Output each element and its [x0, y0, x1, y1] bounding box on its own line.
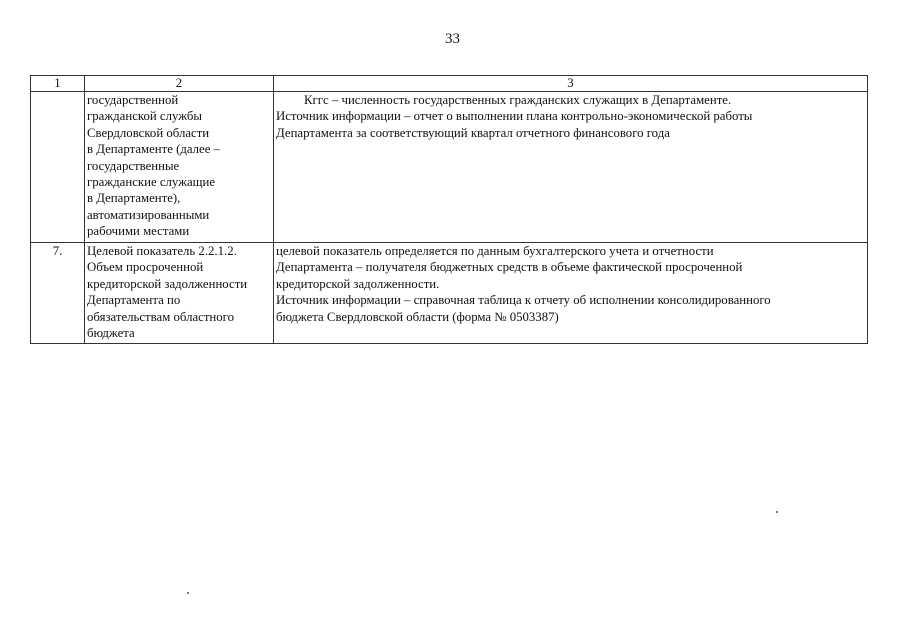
cell-text-line: Объем просроченной — [87, 260, 204, 275]
cell-text-line: кредиторской задолженности — [87, 276, 248, 291]
scan-speck — [776, 511, 778, 513]
cell-text-line: Источник информации – справочная таблица к отчету об исполнении консолидированного — [276, 293, 771, 308]
cell-text-line: бюджета — [87, 326, 135, 341]
cell-text-line: Целевой показатель 2.2.1.2. — [87, 244, 237, 258]
column-header-3: 3 — [274, 76, 868, 92]
cell-text-line: бюджета Свердловской области (форма № 0503387) — [276, 309, 559, 324]
cell-text-line: государственной — [87, 93, 179, 107]
cell-text-line: Департамента – получателя бюджетных средств в объеме фактической просроченной — [276, 260, 743, 275]
column-header-1: 1 — [31, 76, 85, 92]
row-number-cell: 7. — [31, 243, 85, 344]
cell-text-line: гражданской службы — [87, 109, 202, 124]
indicator-name-cell — [85, 92, 274, 243]
methodology-cell — [274, 92, 868, 243]
cell-text-line: в Департаменте (далее – — [87, 142, 220, 157]
scan-speck — [187, 592, 189, 594]
cell-text-line: Свердловской области — [87, 125, 210, 140]
table-row — [31, 92, 868, 243]
cell-text-line: в Департаменте), — [87, 191, 181, 206]
cell-text-line: Кггс – численность государственных гражданских служащих в Департаменте. — [304, 93, 732, 107]
cell-text-line: гражданские служащие — [87, 175, 216, 190]
cell-text-line: целевой показатель определяется по данным бухгалтерского учета и отчетности — [276, 244, 714, 258]
document-table — [30, 75, 868, 344]
column-header-2: 2 — [85, 76, 274, 92]
cell-text-line: обязательствам областного — [87, 309, 235, 324]
table-header-row — [31, 76, 868, 92]
cell-text-line: рабочими местами — [87, 224, 190, 239]
row-number-cell — [31, 92, 85, 243]
cell-text-line: кредиторской задолженности. — [276, 276, 440, 291]
cell-text-line: Источник информации – отчет о выполнении плана контрольно-экономической работы — [276, 109, 753, 124]
indicator-name-cell — [85, 243, 274, 344]
cell-text-line: Департамента за соответствующий квартал отчетного финансового года — [276, 125, 670, 140]
methodology-cell — [274, 243, 868, 344]
cell-text-line: Департамента по — [87, 293, 181, 308]
table-row — [31, 243, 868, 344]
page-number: 33 — [445, 31, 460, 47]
cell-text-line: автоматизированными — [87, 207, 210, 222]
cell-text-line: государственные — [87, 158, 180, 173]
